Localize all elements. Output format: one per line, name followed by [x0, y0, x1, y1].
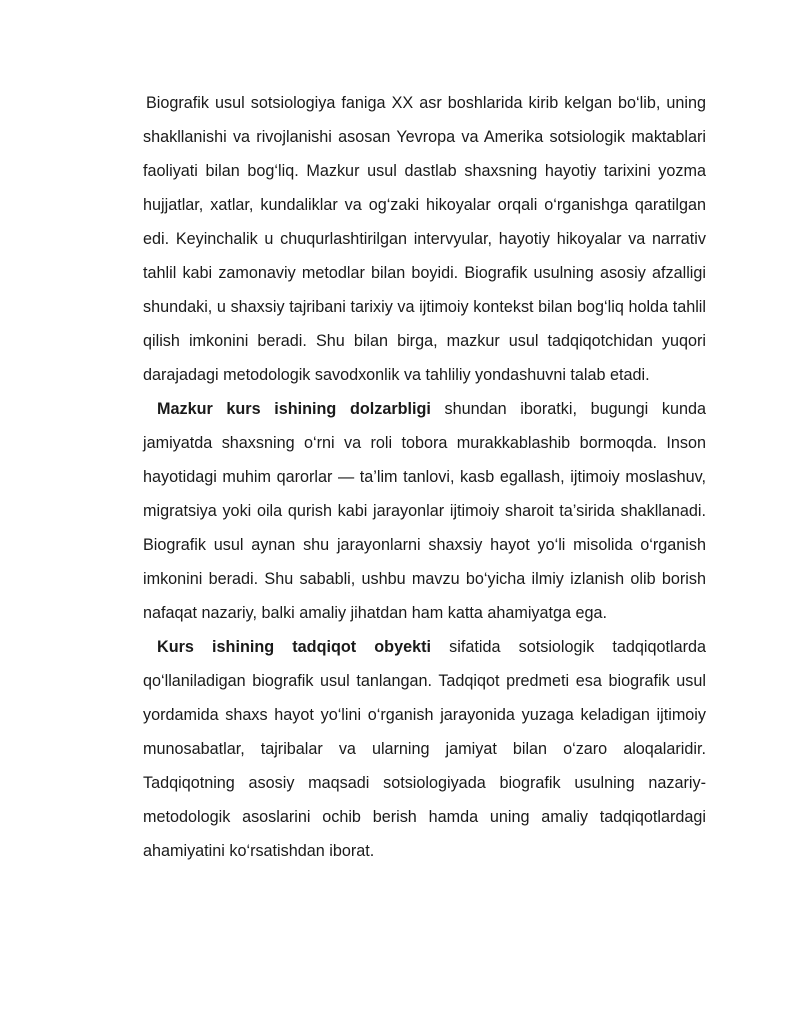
document-page — [143, 86, 706, 868]
paragraph-lead-bold: Kurs ishining tadqiqot obyekti — [157, 638, 431, 656]
paragraph-text: shundan iboratki, bugungi kunda jamiyatda shaxsning o‘rni va roli tobora murakkablashib bormoqda. Inson hayotidagi muhim qarorlar — ta’lim tanlovi, kasb egallash, ijtimoiy moslashuv, migratsiya yoki oila qurish kabi jarayonlar ijtimoiy sharoit ta’sirida shakllanadi. Biografik usul aynan shu jarayonlarni shaxsiy hayot yo‘li misolida o‘rganish imkonini beradi. Shu sababli, ushbu mavzu bo‘yicha ilmiy izlanish olib borish nafaqat nazariy, balki amaliy jihatdan ham katta ahamiyatga ega. — [143, 400, 706, 622]
paragraph-relevance — [143, 392, 706, 630]
paragraph-lead-bold: Mazkur kurs ishining dolzarbligi — [157, 400, 431, 418]
paragraph-text: Biografik usul sotsiologiya faniga XX asr boshlarida kirib kelgan bo‘lib, uning shakllanishi va rivojlanishi asosan Yevropa va Amerika sotsiologik maktablari faoliyati bilan bog‘liq. Mazkur usul dastlab shaxsning hayotiy tarixini yozma hujjatlar, xatlar, kundaliklar va og‘zaki hikoyalar orqali o‘rganishga qaratilgan edi. Keyinchalik u chuqurlashtirilgan intervyular, hayotiy hikoyalar va narrativ tahlil kabi zamonaviy metodlar bilan boyidi. Biografik usulning asosiy afzalligi shundaki, u shaxsiy tajribani tarixiy va ijtimoiy kontekst bilan bog‘liq holda tahlil qilish imkonini beradi. Shu bilan birga, mazkur usul tadqiqotchidan yuqori darajadagi metodologik savodxonlik va tahliliy yondashuvni talab etadi. — [143, 94, 706, 384]
paragraph-research-object — [143, 630, 706, 868]
paragraph-text: sifatida sotsiologik tadqiqotlarda qo‘llaniladigan biografik usul tanlangan. Tadqiqot predmeti esa biografik usul yordamida shaxs hayot yo‘lini o‘rganish jarayonida yuzaga keladigan ijtimoiy munosabatlar, tajribalar va ularning jamiyat bilan o‘zaro aloqalaridir. Tadqiqotning asosiy maqsadi sotsiologiyada biografik usulning nazariy-metodologik asoslarini ochib berish hamda uning amaliy tadqiqotlardagi ahamiyatini ko‘rsatishdan iborat. — [143, 638, 706, 860]
paragraph-history — [143, 86, 706, 392]
